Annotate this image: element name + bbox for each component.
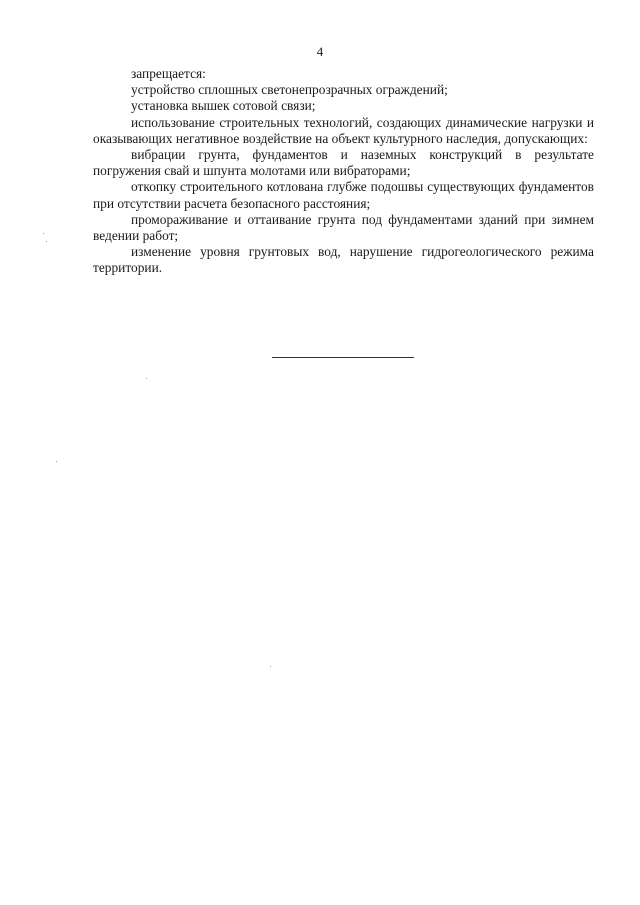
page-number: 4 xyxy=(316,44,324,59)
paragraph: вибрации грунта, фундаментов и наземных конструкций в результате погружения свай и шпунта молотами или вибраторами; xyxy=(93,147,594,179)
scan-speck xyxy=(46,241,47,242)
paragraph: запрещается: xyxy=(131,66,206,81)
scan-speck xyxy=(56,461,57,462)
paragraph: изменение уровня грунтовых вод, нарушение гидрогеологического режима территории. xyxy=(93,244,594,276)
scan-speck xyxy=(270,666,271,667)
paragraph: использование строительных технологий, создающих динамические нагрузки и оказывающих негативное воздействие на объект культурного наследия, допускающих: xyxy=(93,114,594,146)
scan-speck xyxy=(146,378,147,379)
scan-speck xyxy=(43,233,44,234)
end-separator-line xyxy=(272,357,414,358)
paragraph: промораживание и оттаивание грунта под фундаментами зданий при зимнем ведении работ; xyxy=(93,211,594,244)
paragraph: откопку строительного котлована глубже подошвы существующих фундаментов при отсутствии расчета безопасного расстояния; xyxy=(93,179,594,211)
paragraph: установка вышек сотовой связи; xyxy=(131,98,316,114)
document-body xyxy=(93,66,594,277)
paragraph: устройство сплошных светонепрозрачных ограждений; xyxy=(131,82,448,98)
